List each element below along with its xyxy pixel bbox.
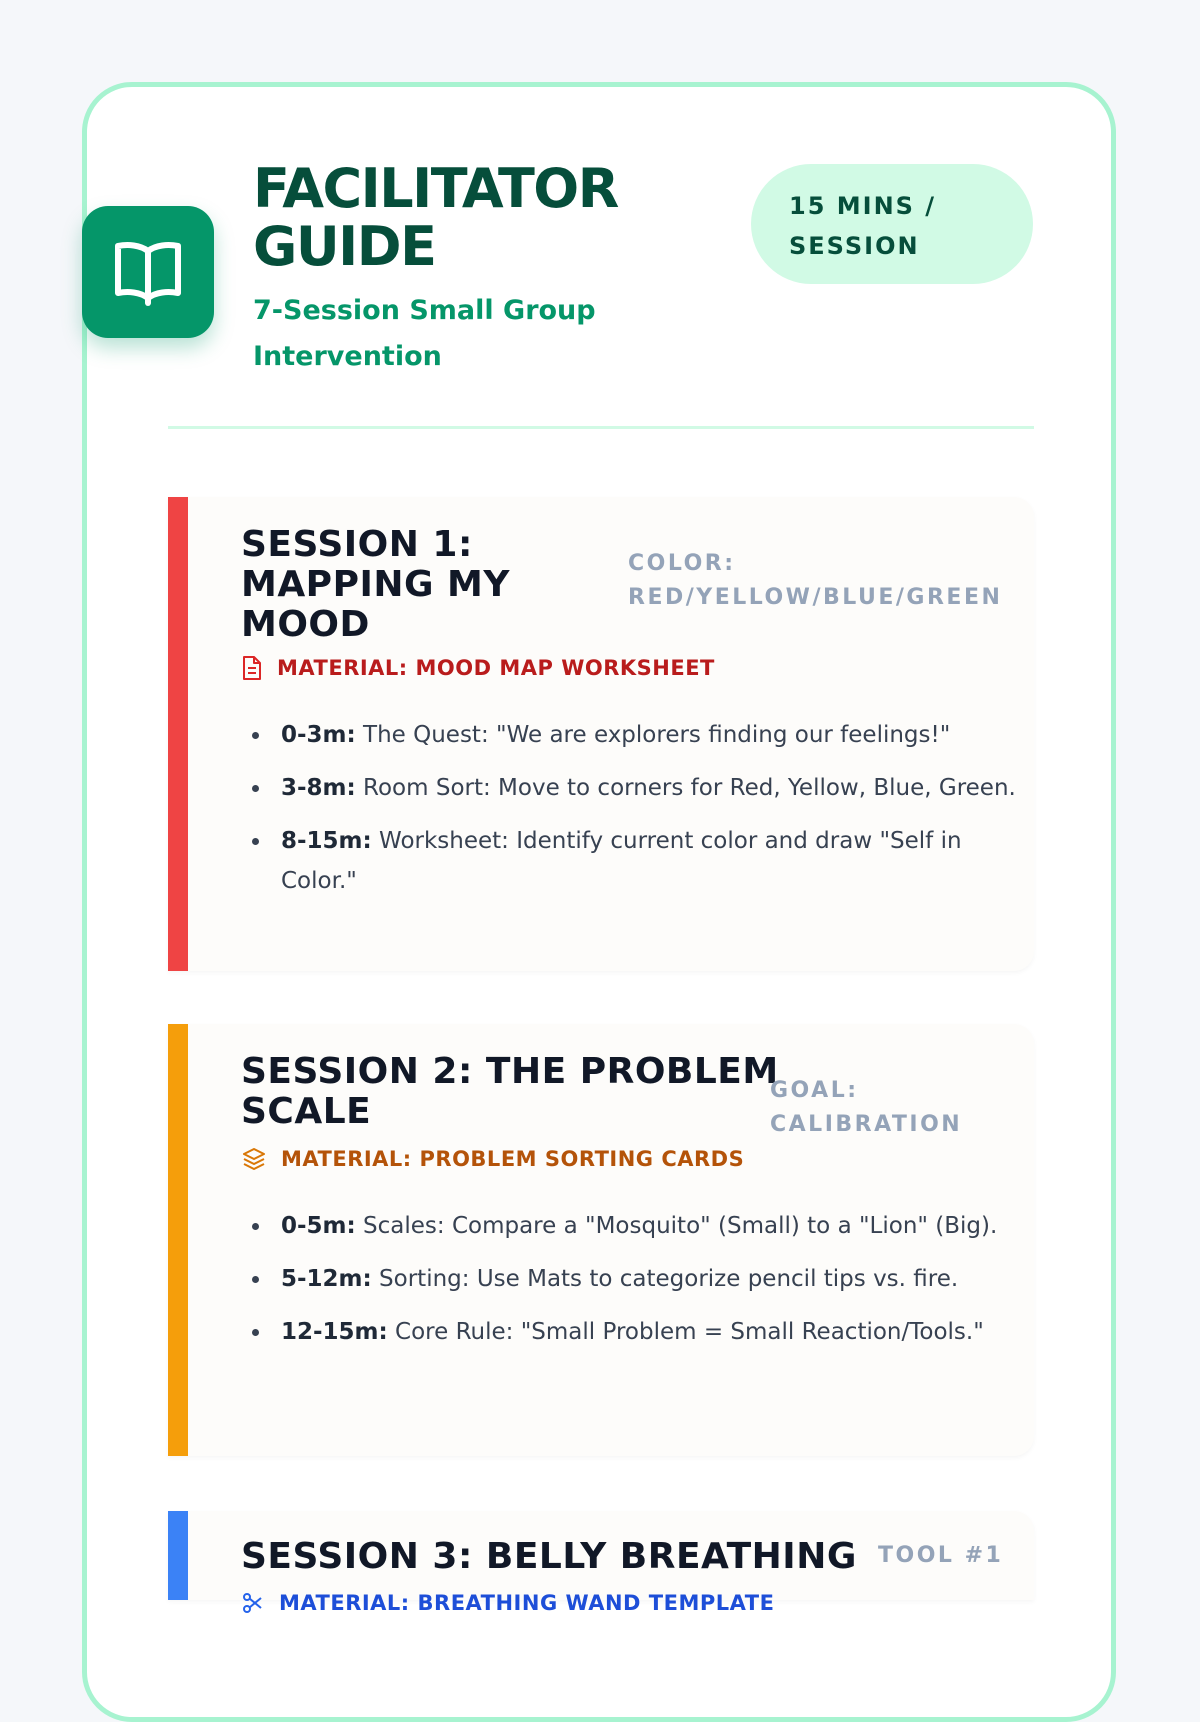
session-material: [241, 655, 715, 681]
step-text: Core Rule: "Small Problem = Small Reaction/Tools.": [395, 1319, 984, 1345]
step-time: 0-5m:: [281, 1213, 356, 1239]
step-item: [281, 1312, 1021, 1352]
step-time: 0-3m:: [281, 722, 356, 748]
session-card-1: [168, 497, 1034, 971]
header-titles: [253, 157, 673, 380]
session-material: [241, 1146, 744, 1172]
session-title: SESSION 1: MAPPING MY MOOD: [241, 524, 510, 645]
session-material-label: MATERIAL: MOOD MAP WORKSHEET: [277, 656, 715, 680]
page-subtitle: 7-Session Small Group Intervention: [253, 295, 596, 372]
duration-badge: 15 MINS / SESSION: [751, 164, 1033, 284]
session-title: SESSION 2: THE PROBLEM SCALE: [241, 1051, 779, 1132]
document-icon: [241, 655, 263, 681]
step-text: Room Sort: Move to corners for Red, Yellow, Blue, Green.: [363, 775, 1016, 801]
step-text: Scales: Compare a "Mosquito" (Small) to a "Lion" (Big).: [363, 1213, 998, 1239]
step-time: 8-15m:: [281, 828, 372, 854]
session-title: SESSION 3: BELLY BREATHING: [241, 1536, 857, 1577]
session-material-label: MATERIAL: PROBLEM SORTING CARDS: [281, 1147, 745, 1171]
step-text: Sorting: Use Mats to categorize pencil tips vs. fire.: [379, 1266, 959, 1292]
header-divider: [168, 426, 1034, 429]
step-item: [281, 821, 1021, 901]
session-material: [241, 1591, 774, 1615]
session-tag: COLOR: RED/YELLOW/BLUE/GREEN: [628, 551, 1003, 610]
open-book-icon: [82, 206, 214, 338]
session-steps: [241, 715, 1021, 914]
step-item: [281, 715, 1021, 755]
scissors-icon: [241, 1591, 265, 1615]
step-time: 3-8m:: [281, 775, 356, 801]
session-color-bar: [168, 1024, 188, 1456]
layers-icon: [241, 1146, 267, 1172]
step-text: The Quest: "We are explorers finding our feelings!": [363, 722, 951, 748]
session-card-2: [168, 1024, 1034, 1456]
step-text: Worksheet: Identify current color and draw "Self in Color.": [281, 828, 962, 894]
session-steps: [241, 1206, 1021, 1365]
step-time: 5-12m:: [281, 1266, 372, 1292]
session-tag: GOAL: CALIBRATION: [770, 1078, 963, 1137]
page-title: FACILITATOR GUIDE: [253, 157, 618, 278]
session-tag: TOOL #1: [878, 1543, 1004, 1568]
session-material-label: MATERIAL: BREATHING WAND TEMPLATE: [279, 1591, 775, 1615]
guide-header: [82, 82, 948, 372]
step-time: 12-15m:: [281, 1319, 388, 1345]
session-color-bar: [168, 1511, 188, 1600]
session-color-bar: [168, 497, 188, 971]
step-item: [281, 1259, 1021, 1299]
session-card-3: [168, 1511, 1034, 1615]
step-item: [281, 1206, 1021, 1246]
step-item: [281, 768, 1021, 808]
